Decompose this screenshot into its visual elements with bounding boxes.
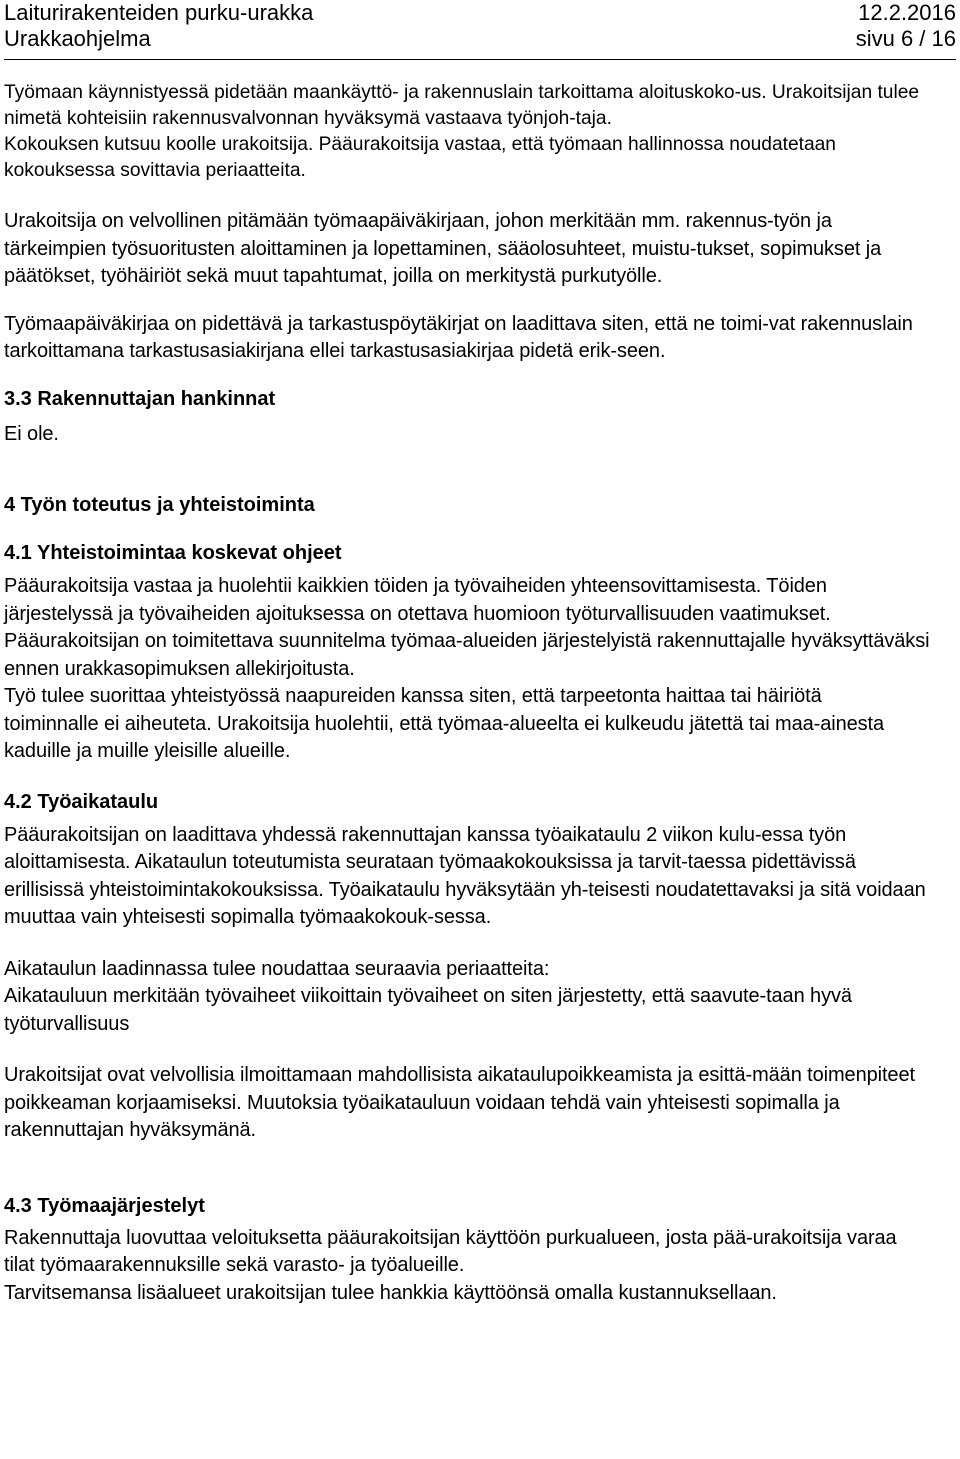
paragraph-inspection-records: Työmaapäiväkirjaa on pidettävä ja tarkastuspöytäkirjat on laadittava siten, että ne toimi-vat rakennuslain tarkoittamana tarkastusasiakirjana ellei tarkastusasiakirjaa pidetä erik-seen. — [4, 312, 913, 362]
paragraph-site-diary: Urakoitsija on velvollinen pitämään työmaapäiväkirjaan, johon merkitään mm. rakennus-työn ja tärkeimpien työsuoritusten aloittaminen ja lopettaminen, sääolosuhteet, muistu-tukset, sopimukset ja päätökset, työhäiriöt sekä muut tapahtumat, joilla on merkitystä purkutyölle. — [4, 210, 882, 287]
section-3-3-text: Ei ole. — [4, 422, 59, 445]
header-divider — [4, 59, 956, 60]
section-4-2-paragraph-principles-intro: Aikataulun laadinnassa tulee noudattaa seuraavia periaatteita: — [4, 957, 550, 980]
header-row-1 — [4, 0, 956, 26]
document-date: 12.2.2016 — [858, 0, 956, 25]
section-4-2-paragraph-principles: Aikatauluun merkitään työvaiheet viikoittain työvaiheet on siten järjestetty, että saavute-taan hyvä työturvallisuus — [4, 985, 852, 1035]
section-4-1-paragraph-neighbours: Työ tulee suorittaa yhteistyössä naapureiden kanssa siten, että tarpeetonta haittaa tai häiriötä toiminnalle ei aiheuteta. Urakoitsija huolehtii, että työmaa-alueelta ei kulkeudu jätettä tai maa-ainesta kaduille ja muille yleisille alueille. — [4, 685, 885, 762]
page-number: sivu 6 / 16 — [855, 26, 956, 51]
paragraph-meeting-convene: Kokouksen kutsuu koolle urakoitsija. Pääurakoitsija vastaa, että työmaan hallinnossa noudatetaan kokouksessa sovittavia periaatteita. — [4, 134, 836, 181]
section-4-2-paragraph-deviations: Urakoitsijat ovat velvollisia ilmoittamaan mahdollisista aikataulupoikkeamista ja esittä-mään toimenpiteet poikkeaman korjaamiseksi. Muutoksia työaikatauluun voidaan tehdä vain yhteisesti sopimalla ja rakennuttajan hyväksymänä. — [4, 1064, 915, 1141]
section-4-3-paragraph-extra-areas: Tarvitsemansa lisäalueet urakoitsijan tulee hankkia käyttöönsä omalla kustannuksellaan. — [4, 1281, 777, 1304]
document-body — [4, 80, 956, 1307]
section-4-heading: 4 Työn toteutus ja yhteistoiminta — [4, 494, 315, 516]
page-header — [4, 0, 956, 56]
section-4-2-heading: 4.2 Työaikataulu — [4, 790, 159, 813]
section-4-1-paragraph-coordination: Pääurakoitsija vastaa ja huolehtii kaikkien töiden ja työvaiheiden yhteensovittamisesta. Töiden järjestelyssä ja työvaiheiden ajoituksessa on otettava huomioon työturvallisuuden vaatimukset. Pääurakoitsijan on toimitettava suunnitelma työmaa-alueiden järjestelyistä rakennuttajalle hyväksyttäväksi ennen urakkasopimuksen allekirjoitusta. — [4, 575, 930, 680]
header-row-2 — [4, 26, 956, 52]
section-3-3-heading: 3.3 Rakennuttajan hankinnat — [4, 387, 276, 410]
section-4-1-heading: 4.1 Yhteistoimintaa koskevat ohjeet — [4, 542, 342, 564]
section-4-2-paragraph-schedule: Pääurakoitsijan on laadittava yhdessä rakennuttajan kanssa työaikataulu 2 viikon kulu-essa työn aloittamisesta. Aikataulun toteutumista seurataan työmaakokouksissa ja tarvit-taessa pidettävissä erillisissä yhteistoimintakokouksissa. Työaikataulu hyväksytään yh-teisesti noudatettavaksi ja sitä voidaan muuttaa vain yhteisesti sopimalla työmaakokouk-sessa. — [4, 823, 926, 928]
document-subtitle: Urakkaohjelma — [4, 26, 151, 51]
section-4-3-paragraph-site-area: Rakennuttaja luovuttaa veloituksetta pääurakoitsijan käyttöön purkualueen, josta pää-urakoitsija varaa tilat työmaarakennuksille sekä varasto- ja työalueille. — [4, 1226, 897, 1276]
document-title: Laiturirakenteiden purku-urakka — [4, 0, 314, 25]
section-4-3-heading: 4.3 Työmaajärjestelyt — [4, 1194, 205, 1217]
paragraph-start-meeting: Työmaan käynnistyessä pidetään maankäyttö- ja rakennuslain tarkoittama aloituskoko-us. Urakoitsijan tulee nimetä kohteisiin rakennusvalvonnan hyväksymä vastaava työnjoh-taja. — [4, 82, 920, 129]
